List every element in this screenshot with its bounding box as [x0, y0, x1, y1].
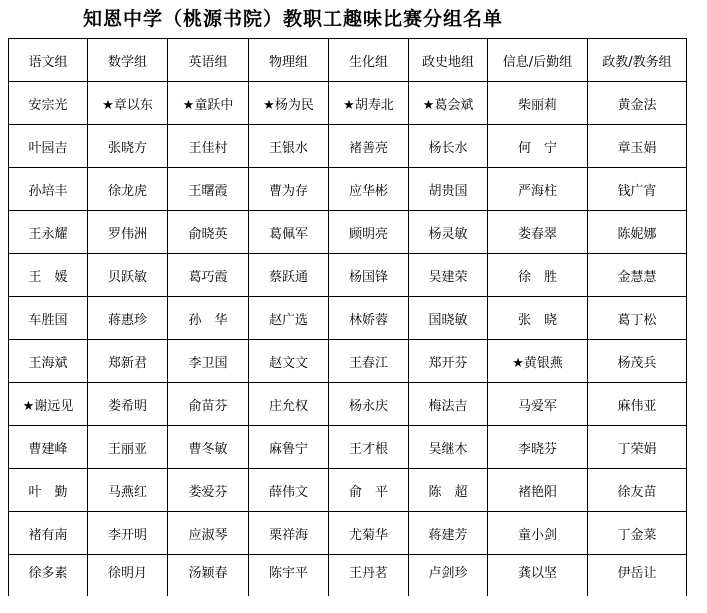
- name-cell: 卢剑珍: [409, 555, 488, 597]
- name-cell: 郑新君: [88, 340, 168, 383]
- name-cell: 徐 胜: [488, 254, 588, 297]
- name-cell: ★童跃中: [168, 82, 249, 125]
- name-cell: 陈 超: [409, 469, 488, 512]
- name-cell: 王银水: [249, 125, 329, 168]
- name-cell: 杨茂兵: [588, 340, 687, 383]
- table-row: [9, 340, 687, 383]
- column-header: 语文组: [9, 39, 88, 82]
- name-cell: 叶园吉: [9, 125, 88, 168]
- name-cell: 丁荣娟: [588, 426, 687, 469]
- name-cell: 严海柱: [488, 168, 588, 211]
- name-cell: 褚善亮: [329, 125, 409, 168]
- name-cell: 吴建荣: [409, 254, 488, 297]
- name-cell: 黄金法: [588, 82, 687, 125]
- name-cell: 龚以坚: [488, 555, 588, 597]
- name-cell: 应华彬: [329, 168, 409, 211]
- table-row: [9, 383, 687, 426]
- name-cell: 顾明亮: [329, 211, 409, 254]
- name-cell: 徐明月: [88, 555, 168, 597]
- name-cell: 娄希明: [88, 383, 168, 426]
- name-cell: ★章以东: [88, 82, 168, 125]
- name-cell: 钱广宵: [588, 168, 687, 211]
- column-header: 生化组: [329, 39, 409, 82]
- name-cell: 国晓敏: [409, 297, 488, 340]
- name-cell: 王永耀: [9, 211, 88, 254]
- name-cell: 王佳村: [168, 125, 249, 168]
- table-row: [9, 211, 687, 254]
- name-cell: 陈妮娜: [588, 211, 687, 254]
- name-cell: 庄允权: [249, 383, 329, 426]
- table-row: [9, 512, 687, 555]
- name-cell: 杨灵敏: [409, 211, 488, 254]
- name-cell: 叶 勤: [9, 469, 88, 512]
- name-cell: 褚有南: [9, 512, 88, 555]
- name-cell: ★胡寿北: [329, 82, 409, 125]
- roster-table: [8, 38, 687, 596]
- name-cell: 王海斌: [9, 340, 88, 383]
- name-cell: 何 宁: [488, 125, 588, 168]
- name-cell: 车胜国: [9, 297, 88, 340]
- table-row: [9, 254, 687, 297]
- name-cell: 尤菊华: [329, 512, 409, 555]
- name-cell: 孙培丰: [9, 168, 88, 211]
- name-cell: 葛佩军: [249, 211, 329, 254]
- name-cell: 郑开芬: [409, 340, 488, 383]
- name-cell: 李卫国: [168, 340, 249, 383]
- name-cell: 徐友苗: [588, 469, 687, 512]
- name-cell: 安宗光: [9, 82, 88, 125]
- name-cell: 杨国锋: [329, 254, 409, 297]
- name-cell: ★谢远见: [9, 383, 88, 426]
- table-row: [9, 426, 687, 469]
- name-cell: 徐龙虎: [88, 168, 168, 211]
- name-cell: 曹为存: [249, 168, 329, 211]
- name-cell: 孙 华: [168, 297, 249, 340]
- name-cell: 俞晓英: [168, 211, 249, 254]
- name-cell: 张 晓: [488, 297, 588, 340]
- name-cell: 赵广选: [249, 297, 329, 340]
- name-cell: 柴丽莉: [488, 82, 588, 125]
- name-cell: 王丽亚: [88, 426, 168, 469]
- table-row: [9, 297, 687, 340]
- name-cell: 王 媛: [9, 254, 88, 297]
- name-cell: 林娇蓉: [329, 297, 409, 340]
- table-row: [9, 469, 687, 512]
- name-cell: 吴继木: [409, 426, 488, 469]
- name-cell: 栗祥海: [249, 512, 329, 555]
- name-cell: 蒋惠珍: [88, 297, 168, 340]
- name-cell: 薛伟文: [249, 469, 329, 512]
- name-cell: 王才根: [329, 426, 409, 469]
- name-cell: 伊岳让: [588, 555, 687, 597]
- name-cell: ★黄银燕: [488, 340, 588, 383]
- name-cell: 杨长水: [409, 125, 488, 168]
- name-cell: 马燕红: [88, 469, 168, 512]
- column-header: 英语组: [168, 39, 249, 82]
- column-header: 信息/后勤组: [488, 39, 588, 82]
- name-cell: 李开明: [88, 512, 168, 555]
- name-cell: 徐多素: [9, 555, 88, 597]
- name-cell: ★葛会斌: [409, 82, 488, 125]
- name-cell: 贝跃敏: [88, 254, 168, 297]
- name-cell: 俞苗芬: [168, 383, 249, 426]
- name-cell: 葛巧霞: [168, 254, 249, 297]
- name-cell: 娄爱芬: [168, 469, 249, 512]
- name-cell: 胡贵国: [409, 168, 488, 211]
- name-cell: 罗伟洲: [88, 211, 168, 254]
- name-cell: 金慧慧: [588, 254, 687, 297]
- name-cell: 娄春翠: [488, 211, 588, 254]
- name-cell: 汤颖春: [168, 555, 249, 597]
- name-cell: 麻伟亚: [588, 383, 687, 426]
- name-cell: 麻鲁宁: [249, 426, 329, 469]
- name-cell: 马爱军: [488, 383, 588, 426]
- name-cell: 梅法吉: [409, 383, 488, 426]
- name-cell: 蔡跃通: [249, 254, 329, 297]
- name-cell: 章玉娟: [588, 125, 687, 168]
- name-cell: 王春江: [329, 340, 409, 383]
- column-header: 政史地组: [409, 39, 488, 82]
- name-cell: 杨永庆: [329, 383, 409, 426]
- table-row: [9, 125, 687, 168]
- name-cell: 赵文文: [249, 340, 329, 383]
- header-row: [9, 39, 687, 82]
- roster-body: [9, 82, 687, 597]
- name-cell: 王曙霞: [168, 168, 249, 211]
- name-cell: 童小剑: [488, 512, 588, 555]
- name-cell: 褚艳阳: [488, 469, 588, 512]
- name-cell: 应淑琴: [168, 512, 249, 555]
- table-row: [9, 82, 687, 125]
- name-cell: 蒋建芳: [409, 512, 488, 555]
- name-cell: 葛丁松: [588, 297, 687, 340]
- column-header: 数学组: [88, 39, 168, 82]
- name-cell: 李晓芬: [488, 426, 588, 469]
- name-cell: 张晓方: [88, 125, 168, 168]
- table-row: [9, 555, 687, 597]
- table-row: [9, 168, 687, 211]
- name-cell: 俞 平: [329, 469, 409, 512]
- name-cell: 丁金菜: [588, 512, 687, 555]
- name-cell: ★杨为民: [249, 82, 329, 125]
- column-header: 物理组: [249, 39, 329, 82]
- name-cell: 曹冬敏: [168, 426, 249, 469]
- column-header: 政教/教务组: [588, 39, 687, 82]
- name-cell: 王丹茗: [329, 555, 409, 597]
- name-cell: 曹建峰: [9, 426, 88, 469]
- name-cell: 陈宇平: [249, 555, 329, 597]
- page-title: 知恩中学（桃源书院）教职工趣味比赛分组名单: [83, 8, 504, 30]
